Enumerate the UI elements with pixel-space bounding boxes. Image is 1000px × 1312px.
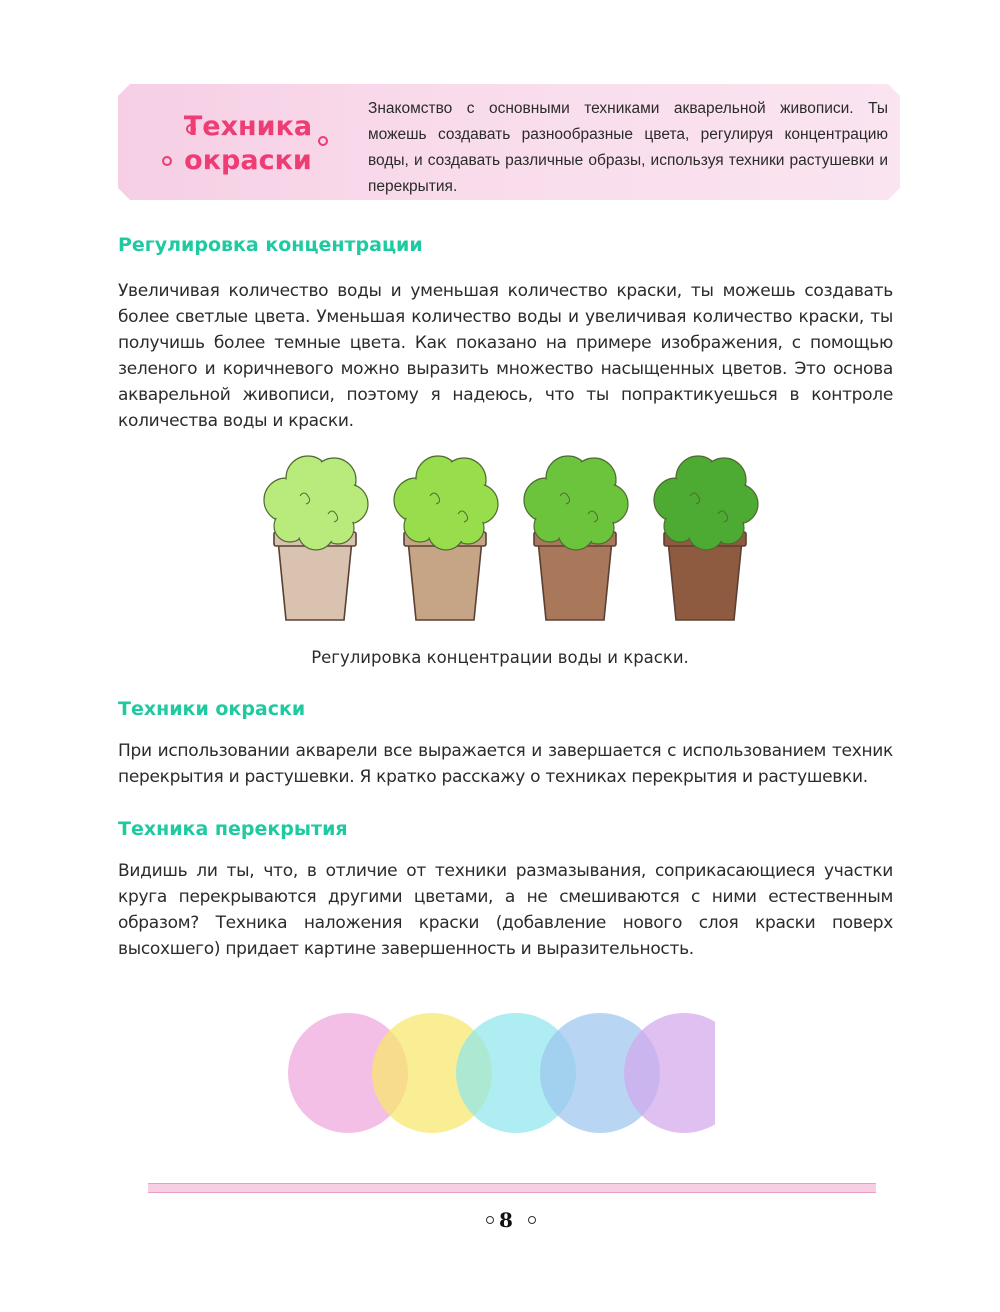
plant-pot — [394, 456, 498, 620]
page-number-dot-icon — [528, 1216, 536, 1224]
section-heading-overlap: Техника перекрытия — [118, 818, 348, 840]
figure-caption: Регулировка концентрации воды и краски. — [311, 648, 689, 667]
section-paragraph-overlap: Видишь ли ты, что, в отличие от техники размазывания, соприкасающиеся участки круга перекрываются другими цветами, а не смешиваются с ними естественным образом? Техника наложения краски (добавление нового слоя краски поверх высохшего) придает картине завершенность и выразительность. — [118, 861, 893, 959]
page-number: 8 — [499, 1208, 513, 1232]
chapter-title — [168, 110, 328, 178]
section-paragraph-concentration: Увеличивая количество воды и уменьшая количество краски, ты можешь создавать более светлые цвета. Уменьшая количество воды и увеличивая количество краски, ты получишь более темные цвета. Как показано на примере изображения, с помощью зеленого и коричневого можно выразить множество насыщенных цветов. Это основа акварельной живописи, поэтому я надеюсь, что ты попрактикуешься в контроле количества воды и краски. — [118, 281, 893, 431]
section-heading-concentration: Регулировка концентрации — [118, 234, 423, 256]
overlapping-circles-illustration — [285, 1008, 715, 1138]
ring-decoration-icon — [186, 124, 196, 134]
ring-decoration-icon — [162, 156, 172, 166]
ring-decoration-icon — [318, 136, 328, 146]
section-paragraph-techniques: При использовании акварели все выражается и завершается с использованием техник перекрытия и растушевки. Я кратко расскажу о техниках перекрытия и растушевки. — [118, 741, 893, 787]
plant-pots-illustration — [250, 448, 770, 634]
plant-pot — [524, 456, 628, 620]
chapter-title-line-2: окраски — [184, 145, 312, 176]
plant-pot — [654, 456, 758, 620]
footer-rule — [148, 1183, 876, 1193]
chapter-intro-text: Знакомство с основными техниками акварельной живописи. Ты можешь создавать разнообразные цвета, регулируя концентрацию воды, и создавать различные образы, используя техники растушевки и перекрытия. — [368, 100, 888, 195]
section-heading-techniques: Техники окраски — [118, 698, 306, 720]
chapter-title-line-1: Техника — [183, 111, 313, 142]
plant-pot — [264, 456, 368, 620]
